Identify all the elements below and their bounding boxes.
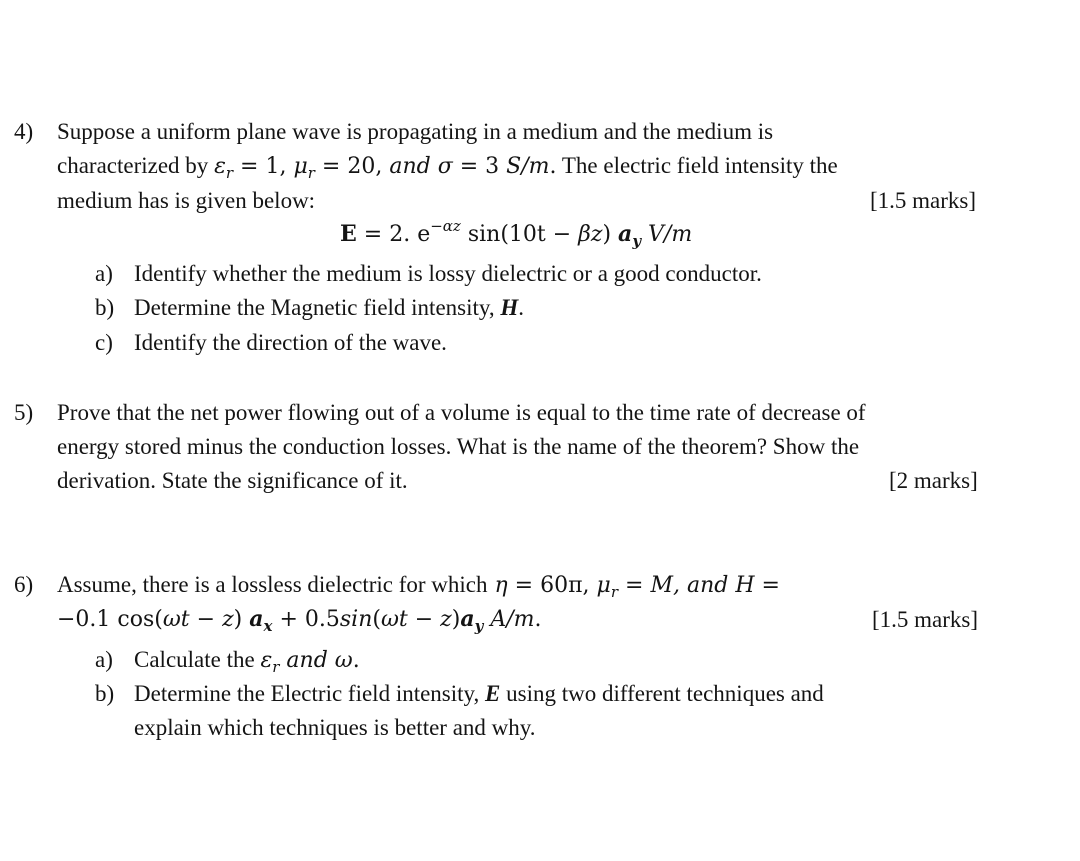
marks-label: [1.5 marks] [870,188,977,213]
question-text: medium has is given below: [57,188,316,213]
part-label: b) [95,295,115,320]
question-text: Suppose a uniform plane wave is propagating in a medium and the medium is [57,119,774,144]
part-text: Identify the direction of the wave. [134,330,447,355]
part-label: a) [95,647,113,672]
part-label: c) [95,330,113,355]
marks-label: [2 marks] [889,468,978,493]
magnetic-field-equation: −0.1 cos(ωt − z) $a_x + 0.5\sin(\omega t - z)a_y$ A/m. [57,606,542,635]
question-text: derivation. State the significance of it. [57,468,408,493]
part-text: explain which techniques is better and why. [134,715,536,740]
question-number: 5) [14,400,34,425]
part-text: Determine the Magnetic field intensity, H. [134,295,525,320]
question-text: Prove that the net power flowing out of a volume is equal to the time rate of decrease of [57,400,866,425]
marks-label: [1.5 marks] [872,607,979,632]
question-number: 4) [14,119,34,144]
part-text: Calculate the $\varepsilon_r$ and ω. [134,647,360,676]
question-text: Assume, there is a lossless dielectric for which η = 60π, $\mu_r = M$, and H = [57,572,780,601]
part-text: Identify whether the medium is lossy dielectric or a good conductor. [134,261,762,286]
medium-parameters: $\varepsilon_r = 1$, $\mu_r = 20$, and σ = 3 S/m. [214,154,557,182]
electric-field-equation: E = 2. $e^{-\alpha z}$ sin(10t − βz) $a_y$ V/m [340,217,693,250]
part-label: b) [95,681,115,706]
part-label: a) [95,261,113,286]
question-text: energy stored minus the conduction losses. What is the name of the theorem? Show the [57,434,860,459]
part-text: Determine the Electric field intensity, E using two different techniques and [134,681,824,706]
question-number: 6) [14,572,34,597]
question-text: characterized by $\varepsilon_r = 1$, $\mu_r = 20$, and σ = 3 S/m. The electric field intensity the [57,153,838,182]
